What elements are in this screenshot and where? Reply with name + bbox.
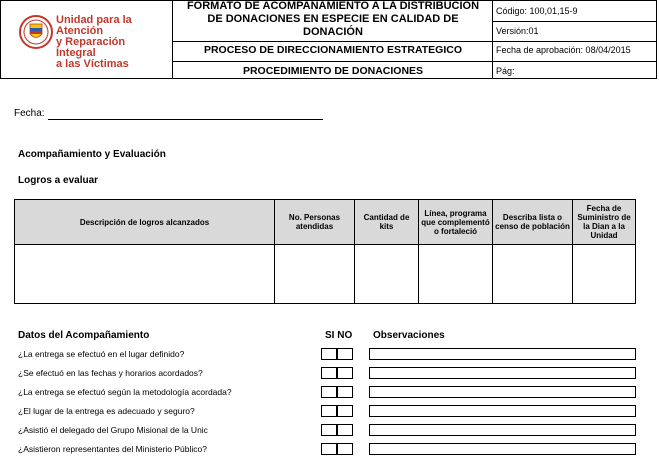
no-checkbox-6[interactable] — [337, 443, 353, 455]
si-no-label: SI NO — [325, 330, 353, 341]
no-checkbox-4[interactable] — [337, 405, 353, 417]
checklist-title: Datos del Acompañamiento — [18, 330, 150, 341]
observation-field-3[interactable] — [369, 386, 636, 398]
observation-field-1[interactable] — [369, 348, 636, 360]
td-censo[interactable] — [493, 244, 573, 303]
observations-label: Observaciones — [373, 330, 445, 341]
th-personas: No. Personas atendidas — [275, 200, 355, 244]
si-checkbox-2[interactable] — [321, 367, 337, 379]
section-title: Acompañamiento y Evaluación — [18, 149, 166, 160]
question-5: ¿Asistió el delegado del Grupo Misional de la Unic — [18, 425, 208, 435]
fecha-label: Fecha: — [14, 108, 45, 119]
question-2: ¿Se efectuó en las fechas y horarios acordados? — [18, 368, 203, 378]
coat-of-arms-icon — [18, 14, 54, 50]
no-checkbox-5[interactable] — [337, 424, 353, 436]
th-linea: Línea, programa que complementó o fortaleció — [419, 200, 493, 244]
logros-title: Logros a evaluar — [18, 175, 99, 186]
observation-field-2[interactable] — [369, 367, 636, 379]
si-checkbox-5[interactable] — [321, 424, 337, 436]
observation-field-5[interactable] — [369, 424, 636, 436]
no-checkbox-3[interactable] — [337, 386, 353, 398]
document-code: Código: 100,01,15-9 — [496, 6, 578, 16]
logros-table-header — [15, 200, 635, 245]
observation-field-4[interactable] — [369, 405, 636, 417]
td-fecha-dian[interactable] — [573, 244, 635, 303]
logros-table — [14, 199, 636, 304]
td-personas[interactable] — [275, 244, 355, 303]
fecha-field[interactable] — [48, 119, 323, 120]
td-linea[interactable] — [419, 244, 493, 303]
question-6: ¿Asistieron representantes del Ministerio Público? — [18, 444, 207, 454]
document-title: FORMATO DE ACOMPAÑAMIENTO A LA DISTRIBUCIÓN DE DONACIONES EN ESPECIE EN CALIDAD DE DONACIÓN — [186, 0, 480, 38]
question-4: ¿El lugar de la entrega es adecuado y seguro? — [18, 406, 195, 416]
observation-field-6[interactable] — [369, 443, 636, 455]
procedure-label: PROCEDIMIENTO DE DONACIONES — [242, 65, 424, 77]
th-kits: Cantidad de kits — [355, 200, 419, 244]
si-checkbox-4[interactable] — [321, 405, 337, 417]
td-descripcion[interactable] — [15, 244, 275, 303]
question-3: ¿La entrega se efectuó según la metodología acordada? — [18, 387, 232, 397]
unit-logo — [14, 10, 164, 70]
th-descripcion: Descripción de logros alcanzados — [15, 200, 275, 244]
approval-date: Fecha de aprobación: 08/04/2015 — [496, 45, 631, 55]
page-label: Pág: — [496, 66, 515, 76]
document-version: Versión:01 — [496, 26, 539, 36]
process-label: PROCESO DE DIRECCIONAMIENTO ESTRATEGICO — [203, 44, 463, 56]
th-censo: Describa lista o censo de población — [493, 200, 573, 244]
td-kits[interactable] — [355, 244, 419, 303]
si-checkbox-1[interactable] — [321, 348, 337, 360]
no-checkbox-1[interactable] — [337, 348, 353, 360]
si-checkbox-3[interactable] — [321, 386, 337, 398]
no-checkbox-2[interactable] — [337, 367, 353, 379]
th-fecha-dian: Fecha de Suministro de la Dian a la Unidad — [577, 204, 631, 240]
si-checkbox-6[interactable] — [321, 443, 337, 455]
logo-text: Unidad para la Atención y Reparación Integral a las Víctimas — [56, 14, 132, 70]
question-1: ¿La entrega se efectuó en el lugar definido? — [18, 349, 185, 359]
